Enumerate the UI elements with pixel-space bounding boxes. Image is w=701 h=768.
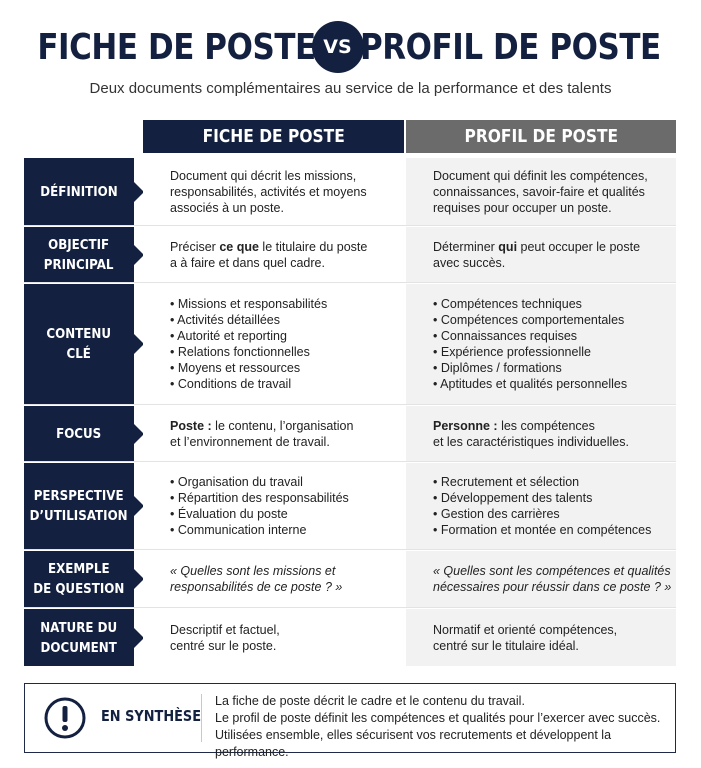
list-item: • Communication interne [170, 522, 404, 538]
list-item: • Aptitudes et qualités personnelles [433, 376, 676, 392]
cell-fiche-contenu [143, 284, 404, 404]
synthesis-box [24, 683, 676, 759]
cell-profil-contenu [406, 284, 676, 404]
cell-fiche-objectif: Préciser ce que le titulaire du poste a à faire et dans quel cadre. [143, 227, 404, 282]
row-label-contenu: CONTENU CLÉ [24, 284, 134, 404]
row-label-focus: FOCUS [24, 406, 134, 461]
synthesis-line: Le profil de poste définit les compétences et qualités pour l’exercer avec succès. [215, 711, 661, 725]
synthesis-text [215, 693, 675, 761]
row-label-nature: NATURE DU DOCUMENT [24, 609, 134, 666]
row-label-perspective: PERSPECTIVE D’UTILISATION [24, 463, 134, 549]
page-title [0, 22, 701, 72]
synthesis-divider [201, 694, 202, 742]
title-fiche-de-poste: FICHE DE POSTE [37, 26, 316, 68]
row-perspective [24, 463, 676, 550]
list-item: • Évaluation du poste [170, 506, 404, 522]
row-label-objectif: OBJECTIF PRINCIPAL [24, 227, 134, 282]
list-item: • Connaissances requises [433, 328, 676, 344]
cell-fiche-perspective [143, 463, 404, 549]
synthesis-line: Utilisées ensemble, elles sécurisent vos recrutements et développent la performance. [215, 728, 612, 759]
list-item: • Expérience professionnelle [433, 344, 676, 360]
row-focus [24, 406, 676, 462]
list-item: • Diplômes / formations [433, 360, 676, 376]
cell-fiche-exemple: « Quelles sont les missions et responsabilités de ce poste ? » [143, 551, 404, 607]
cell-profil-exemple: « Quelles sont les compétences et qualités nécessaires pour réussir dans ce poste ? » [406, 551, 676, 607]
cell-profil-focus: Personne : les compétences et les caractéristiques individuelles. [406, 406, 676, 461]
row-exemple [24, 551, 676, 608]
row-definition [24, 158, 676, 226]
row-label-definition: DÉFINITION [24, 158, 134, 225]
list-item: • Compétences comportementales [433, 312, 676, 328]
list-item: • Compétences techniques [433, 296, 676, 312]
column-header-profil: PROFIL DE POSTE [406, 120, 676, 153]
list-item: • Conditions de travail [170, 376, 404, 392]
cell-fiche-definition: Document qui décrit les missions, responsabilités, activités et moyens associés à un poste. [143, 158, 404, 225]
vs-badge: VS [312, 21, 364, 73]
title-profil-de-poste: PROFIL DE POSTE [359, 26, 661, 68]
cell-fiche-nature: Descriptif et factuel, centré sur le poste. [143, 609, 404, 666]
row-objectif [24, 227, 676, 283]
list-item: • Relations fonctionnelles [170, 344, 404, 360]
column-header-fiche: FICHE DE POSTE [143, 120, 404, 153]
cell-profil-definition: Document qui définit les compétences, connaissances, savoir-faire et qualités requises pour occuper un poste. [406, 158, 676, 225]
list-item: • Organisation du travail [170, 474, 404, 490]
exclamation-circle-icon [43, 696, 87, 740]
list-item: • Activités détaillées [170, 312, 404, 328]
cell-profil-nature: Normatif et orienté compétences, centré sur le titulaire idéal. [406, 609, 676, 666]
cell-fiche-focus: Poste : le contenu, l’organisation et l’environnement de travail. [143, 406, 404, 461]
list-item: • Moyens et ressources [170, 360, 404, 376]
cell-profil-objectif: Déterminer qui peut occuper le poste avec succès. [406, 227, 676, 282]
list-item: • Répartition des responsabilités [170, 490, 404, 506]
cell-profil-perspective [406, 463, 676, 549]
list-item: • Développement des talents [433, 490, 676, 506]
synthesis-title: EN SYNTHÈSE [101, 707, 202, 725]
list-item: • Gestion des carrières [433, 506, 676, 522]
row-label-exemple: EXEMPLE DE QUESTION [24, 551, 134, 607]
list-item: • Recrutement et sélection [433, 474, 676, 490]
row-contenu [24, 284, 676, 405]
row-nature [24, 609, 676, 666]
list-item: • Formation et montée en compétences [433, 522, 676, 538]
subtitle: Deux documents complémentaires au service de la performance et des talents [89, 80, 612, 97]
synthesis-line: La fiche de poste décrit le cadre et le contenu du travail. [215, 694, 525, 708]
list-item: • Missions et responsabilités [170, 296, 404, 312]
list-item: • Autorité et reporting [170, 328, 404, 344]
